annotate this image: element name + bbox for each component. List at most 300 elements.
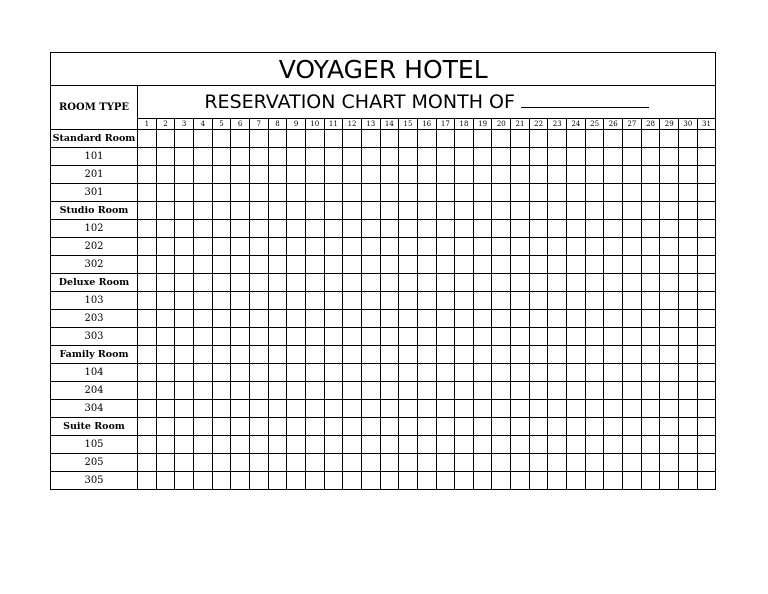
reservation-cell[interactable]	[212, 382, 231, 400]
reservation-cell[interactable]	[212, 202, 231, 220]
reservation-cell[interactable]	[324, 184, 343, 202]
reservation-cell[interactable]	[492, 130, 511, 148]
reservation-cell[interactable]	[324, 328, 343, 346]
reservation-cell[interactable]	[529, 346, 548, 364]
reservation-cell[interactable]	[305, 400, 324, 418]
reservation-cell[interactable]	[679, 310, 698, 328]
reservation-cell[interactable]	[156, 274, 175, 292]
reservation-cell[interactable]	[455, 166, 474, 184]
reservation-cell[interactable]	[324, 274, 343, 292]
reservation-cell[interactable]	[156, 418, 175, 436]
reservation-cell[interactable]	[492, 436, 511, 454]
reservation-cell[interactable]	[249, 472, 268, 490]
reservation-cell[interactable]	[548, 184, 567, 202]
reservation-cell[interactable]	[193, 472, 212, 490]
reservation-cell[interactable]	[305, 382, 324, 400]
reservation-cell[interactable]	[548, 238, 567, 256]
reservation-cell[interactable]	[287, 328, 306, 346]
reservation-cell[interactable]	[156, 436, 175, 454]
reservation-cell[interactable]	[604, 184, 623, 202]
reservation-cell[interactable]	[436, 274, 455, 292]
reservation-cell[interactable]	[156, 364, 175, 382]
reservation-cell[interactable]	[585, 472, 604, 490]
reservation-cell[interactable]	[492, 454, 511, 472]
reservation-cell[interactable]	[138, 130, 157, 148]
reservation-cell[interactable]	[697, 274, 716, 292]
reservation-cell[interactable]	[567, 148, 586, 166]
reservation-cell[interactable]	[268, 400, 287, 418]
reservation-cell[interactable]	[511, 130, 530, 148]
reservation-cell[interactable]	[417, 346, 436, 364]
reservation-cell[interactable]	[492, 202, 511, 220]
reservation-cell[interactable]	[641, 454, 660, 472]
reservation-cell[interactable]	[399, 256, 418, 274]
reservation-cell[interactable]	[623, 454, 642, 472]
reservation-cell[interactable]	[212, 454, 231, 472]
reservation-cell[interactable]	[679, 382, 698, 400]
reservation-cell[interactable]	[399, 472, 418, 490]
reservation-cell[interactable]	[548, 472, 567, 490]
reservation-cell[interactable]	[305, 454, 324, 472]
reservation-cell[interactable]	[268, 328, 287, 346]
reservation-cell[interactable]	[268, 364, 287, 382]
reservation-cell[interactable]	[641, 274, 660, 292]
reservation-cell[interactable]	[679, 328, 698, 346]
reservation-cell[interactable]	[399, 292, 418, 310]
reservation-cell[interactable]	[193, 220, 212, 238]
reservation-cell[interactable]	[455, 256, 474, 274]
reservation-cell[interactable]	[455, 220, 474, 238]
reservation-cell[interactable]	[231, 382, 250, 400]
reservation-cell[interactable]	[567, 220, 586, 238]
reservation-cell[interactable]	[585, 364, 604, 382]
reservation-cell[interactable]	[548, 382, 567, 400]
reservation-cell[interactable]	[287, 454, 306, 472]
reservation-cell[interactable]	[455, 292, 474, 310]
reservation-cell[interactable]	[585, 382, 604, 400]
reservation-cell[interactable]	[268, 274, 287, 292]
reservation-cell[interactable]	[623, 148, 642, 166]
reservation-cell[interactable]	[604, 220, 623, 238]
reservation-cell[interactable]	[193, 328, 212, 346]
reservation-cell[interactable]	[399, 454, 418, 472]
reservation-cell[interactable]	[604, 256, 623, 274]
reservation-cell[interactable]	[473, 292, 492, 310]
reservation-cell[interactable]	[492, 472, 511, 490]
reservation-cell[interactable]	[380, 418, 399, 436]
reservation-cell[interactable]	[212, 256, 231, 274]
reservation-cell[interactable]	[361, 436, 380, 454]
reservation-cell[interactable]	[361, 256, 380, 274]
reservation-cell[interactable]	[492, 148, 511, 166]
reservation-cell[interactable]	[268, 418, 287, 436]
reservation-cell[interactable]	[604, 166, 623, 184]
reservation-cell[interactable]	[417, 202, 436, 220]
reservation-cell[interactable]	[641, 472, 660, 490]
reservation-cell[interactable]	[473, 310, 492, 328]
reservation-cell[interactable]	[455, 310, 474, 328]
reservation-cell[interactable]	[380, 130, 399, 148]
reservation-cell[interactable]	[679, 220, 698, 238]
reservation-cell[interactable]	[287, 346, 306, 364]
reservation-cell[interactable]	[231, 436, 250, 454]
reservation-cell[interactable]	[343, 148, 362, 166]
reservation-cell[interactable]	[361, 148, 380, 166]
reservation-cell[interactable]	[361, 310, 380, 328]
reservation-cell[interactable]	[287, 256, 306, 274]
reservation-cell[interactable]	[231, 238, 250, 256]
reservation-cell[interactable]	[175, 454, 194, 472]
reservation-cell[interactable]	[361, 364, 380, 382]
reservation-cell[interactable]	[231, 184, 250, 202]
reservation-cell[interactable]	[679, 130, 698, 148]
reservation-cell[interactable]	[585, 148, 604, 166]
reservation-cell[interactable]	[604, 418, 623, 436]
reservation-cell[interactable]	[623, 310, 642, 328]
reservation-cell[interactable]	[138, 292, 157, 310]
reservation-cell[interactable]	[660, 256, 679, 274]
reservation-cell[interactable]	[193, 238, 212, 256]
reservation-cell[interactable]	[585, 202, 604, 220]
reservation-cell[interactable]	[231, 328, 250, 346]
reservation-cell[interactable]	[511, 292, 530, 310]
reservation-cell[interactable]	[529, 166, 548, 184]
reservation-cell[interactable]	[231, 472, 250, 490]
reservation-cell[interactable]	[641, 256, 660, 274]
reservation-cell[interactable]	[492, 256, 511, 274]
reservation-cell[interactable]	[660, 292, 679, 310]
reservation-cell[interactable]	[548, 364, 567, 382]
reservation-cell[interactable]	[529, 184, 548, 202]
reservation-cell[interactable]	[380, 256, 399, 274]
reservation-cell[interactable]	[455, 472, 474, 490]
reservation-cell[interactable]	[660, 418, 679, 436]
reservation-cell[interactable]	[175, 274, 194, 292]
reservation-cell[interactable]	[697, 220, 716, 238]
reservation-cell[interactable]	[548, 310, 567, 328]
reservation-cell[interactable]	[641, 292, 660, 310]
reservation-cell[interactable]	[380, 202, 399, 220]
reservation-cell[interactable]	[287, 472, 306, 490]
reservation-cell[interactable]	[492, 292, 511, 310]
reservation-cell[interactable]	[697, 310, 716, 328]
reservation-cell[interactable]	[175, 256, 194, 274]
reservation-cell[interactable]	[641, 364, 660, 382]
reservation-cell[interactable]	[305, 148, 324, 166]
reservation-cell[interactable]	[492, 328, 511, 346]
reservation-cell[interactable]	[193, 166, 212, 184]
reservation-cell[interactable]	[305, 256, 324, 274]
reservation-cell[interactable]	[511, 202, 530, 220]
reservation-cell[interactable]	[641, 418, 660, 436]
reservation-cell[interactable]	[399, 400, 418, 418]
reservation-cell[interactable]	[567, 256, 586, 274]
reservation-cell[interactable]	[697, 184, 716, 202]
reservation-cell[interactable]	[212, 166, 231, 184]
reservation-cell[interactable]	[249, 382, 268, 400]
reservation-cell[interactable]	[361, 472, 380, 490]
reservation-cell[interactable]	[138, 454, 157, 472]
reservation-cell[interactable]	[212, 418, 231, 436]
reservation-cell[interactable]	[212, 292, 231, 310]
month-blank-line[interactable]	[521, 91, 649, 108]
reservation-cell[interactable]	[361, 292, 380, 310]
reservation-cell[interactable]	[641, 310, 660, 328]
reservation-cell[interactable]	[623, 436, 642, 454]
reservation-cell[interactable]	[249, 346, 268, 364]
reservation-cell[interactable]	[305, 238, 324, 256]
reservation-cell[interactable]	[567, 328, 586, 346]
reservation-cell[interactable]	[492, 310, 511, 328]
reservation-cell[interactable]	[324, 166, 343, 184]
reservation-cell[interactable]	[473, 166, 492, 184]
reservation-cell[interactable]	[473, 472, 492, 490]
reservation-cell[interactable]	[138, 346, 157, 364]
reservation-cell[interactable]	[156, 292, 175, 310]
reservation-cell[interactable]	[492, 184, 511, 202]
reservation-cell[interactable]	[212, 436, 231, 454]
reservation-cell[interactable]	[436, 238, 455, 256]
reservation-cell[interactable]	[548, 148, 567, 166]
reservation-cell[interactable]	[305, 274, 324, 292]
reservation-cell[interactable]	[287, 292, 306, 310]
reservation-cell[interactable]	[660, 364, 679, 382]
reservation-cell[interactable]	[529, 274, 548, 292]
reservation-cell[interactable]	[604, 238, 623, 256]
reservation-cell[interactable]	[548, 328, 567, 346]
reservation-cell[interactable]	[567, 346, 586, 364]
reservation-cell[interactable]	[679, 454, 698, 472]
reservation-cell[interactable]	[380, 274, 399, 292]
reservation-cell[interactable]	[305, 220, 324, 238]
reservation-cell[interactable]	[473, 202, 492, 220]
reservation-cell[interactable]	[511, 436, 530, 454]
reservation-cell[interactable]	[249, 418, 268, 436]
reservation-cell[interactable]	[436, 310, 455, 328]
reservation-cell[interactable]	[436, 364, 455, 382]
reservation-cell[interactable]	[417, 382, 436, 400]
reservation-cell[interactable]	[473, 436, 492, 454]
reservation-cell[interactable]	[436, 328, 455, 346]
reservation-cell[interactable]	[473, 382, 492, 400]
reservation-cell[interactable]	[585, 238, 604, 256]
reservation-cell[interactable]	[679, 436, 698, 454]
reservation-cell[interactable]	[679, 238, 698, 256]
reservation-cell[interactable]	[529, 130, 548, 148]
reservation-cell[interactable]	[324, 202, 343, 220]
reservation-cell[interactable]	[623, 364, 642, 382]
reservation-cell[interactable]	[324, 256, 343, 274]
reservation-cell[interactable]	[138, 274, 157, 292]
reservation-cell[interactable]	[417, 166, 436, 184]
reservation-cell[interactable]	[641, 184, 660, 202]
reservation-cell[interactable]	[697, 400, 716, 418]
reservation-cell[interactable]	[697, 364, 716, 382]
reservation-cell[interactable]	[212, 328, 231, 346]
reservation-cell[interactable]	[343, 166, 362, 184]
reservation-cell[interactable]	[249, 184, 268, 202]
reservation-cell[interactable]	[511, 454, 530, 472]
reservation-cell[interactable]	[567, 418, 586, 436]
reservation-cell[interactable]	[697, 292, 716, 310]
reservation-cell[interactable]	[361, 274, 380, 292]
reservation-cell[interactable]	[567, 454, 586, 472]
reservation-cell[interactable]	[268, 148, 287, 166]
reservation-cell[interactable]	[249, 130, 268, 148]
reservation-cell[interactable]	[417, 472, 436, 490]
reservation-cell[interactable]	[343, 274, 362, 292]
reservation-cell[interactable]	[436, 436, 455, 454]
reservation-cell[interactable]	[585, 274, 604, 292]
reservation-cell[interactable]	[287, 238, 306, 256]
reservation-cell[interactable]	[287, 220, 306, 238]
reservation-cell[interactable]	[417, 400, 436, 418]
reservation-cell[interactable]	[623, 184, 642, 202]
reservation-cell[interactable]	[231, 400, 250, 418]
reservation-cell[interactable]	[492, 346, 511, 364]
reservation-cell[interactable]	[287, 130, 306, 148]
reservation-cell[interactable]	[585, 130, 604, 148]
reservation-cell[interactable]	[567, 292, 586, 310]
reservation-cell[interactable]	[361, 454, 380, 472]
reservation-cell[interactable]	[138, 238, 157, 256]
reservation-cell[interactable]	[249, 220, 268, 238]
reservation-cell[interactable]	[660, 274, 679, 292]
reservation-cell[interactable]	[268, 130, 287, 148]
reservation-cell[interactable]	[529, 256, 548, 274]
reservation-cell[interactable]	[660, 220, 679, 238]
reservation-cell[interactable]	[641, 166, 660, 184]
reservation-cell[interactable]	[585, 292, 604, 310]
reservation-cell[interactable]	[156, 256, 175, 274]
reservation-cell[interactable]	[324, 472, 343, 490]
reservation-cell[interactable]	[529, 220, 548, 238]
reservation-cell[interactable]	[380, 148, 399, 166]
reservation-cell[interactable]	[623, 292, 642, 310]
reservation-cell[interactable]	[175, 472, 194, 490]
reservation-cell[interactable]	[138, 256, 157, 274]
reservation-cell[interactable]	[361, 220, 380, 238]
reservation-cell[interactable]	[156, 310, 175, 328]
reservation-cell[interactable]	[138, 418, 157, 436]
reservation-cell[interactable]	[399, 436, 418, 454]
reservation-cell[interactable]	[529, 400, 548, 418]
reservation-cell[interactable]	[492, 166, 511, 184]
reservation-cell[interactable]	[567, 202, 586, 220]
reservation-cell[interactable]	[193, 418, 212, 436]
reservation-cell[interactable]	[324, 418, 343, 436]
reservation-cell[interactable]	[324, 148, 343, 166]
reservation-cell[interactable]	[585, 400, 604, 418]
reservation-cell[interactable]	[268, 238, 287, 256]
reservation-cell[interactable]	[529, 292, 548, 310]
reservation-cell[interactable]	[287, 202, 306, 220]
reservation-cell[interactable]	[212, 310, 231, 328]
reservation-cell[interactable]	[380, 220, 399, 238]
reservation-cell[interactable]	[305, 418, 324, 436]
reservation-cell[interactable]	[231, 364, 250, 382]
reservation-cell[interactable]	[623, 400, 642, 418]
reservation-cell[interactable]	[399, 310, 418, 328]
reservation-cell[interactable]	[175, 166, 194, 184]
reservation-cell[interactable]	[473, 238, 492, 256]
reservation-cell[interactable]	[343, 202, 362, 220]
reservation-cell[interactable]	[641, 130, 660, 148]
reservation-cell[interactable]	[212, 472, 231, 490]
reservation-cell[interactable]	[193, 148, 212, 166]
reservation-cell[interactable]	[249, 166, 268, 184]
reservation-cell[interactable]	[361, 382, 380, 400]
reservation-cell[interactable]	[399, 166, 418, 184]
reservation-cell[interactable]	[604, 382, 623, 400]
reservation-cell[interactable]	[473, 328, 492, 346]
reservation-cell[interactable]	[567, 274, 586, 292]
reservation-cell[interactable]	[212, 130, 231, 148]
reservation-cell[interactable]	[231, 148, 250, 166]
reservation-cell[interactable]	[548, 274, 567, 292]
reservation-cell[interactable]	[455, 436, 474, 454]
reservation-cell[interactable]	[679, 166, 698, 184]
reservation-cell[interactable]	[305, 364, 324, 382]
reservation-cell[interactable]	[343, 364, 362, 382]
reservation-cell[interactable]	[380, 292, 399, 310]
reservation-cell[interactable]	[529, 202, 548, 220]
reservation-cell[interactable]	[623, 418, 642, 436]
reservation-cell[interactable]	[492, 382, 511, 400]
reservation-cell[interactable]	[212, 220, 231, 238]
reservation-cell[interactable]	[343, 130, 362, 148]
reservation-cell[interactable]	[511, 328, 530, 346]
reservation-cell[interactable]	[623, 166, 642, 184]
reservation-cell[interactable]	[268, 310, 287, 328]
reservation-cell[interactable]	[343, 220, 362, 238]
reservation-cell[interactable]	[548, 256, 567, 274]
reservation-cell[interactable]	[679, 472, 698, 490]
reservation-cell[interactable]	[324, 310, 343, 328]
reservation-cell[interactable]	[660, 346, 679, 364]
reservation-cell[interactable]	[156, 454, 175, 472]
reservation-cell[interactable]	[641, 400, 660, 418]
reservation-cell[interactable]	[660, 202, 679, 220]
reservation-cell[interactable]	[473, 346, 492, 364]
reservation-cell[interactable]	[268, 184, 287, 202]
reservation-cell[interactable]	[212, 148, 231, 166]
reservation-cell[interactable]	[287, 184, 306, 202]
reservation-cell[interactable]	[380, 328, 399, 346]
reservation-cell[interactable]	[604, 148, 623, 166]
reservation-cell[interactable]	[343, 346, 362, 364]
reservation-cell[interactable]	[212, 400, 231, 418]
reservation-cell[interactable]	[660, 166, 679, 184]
reservation-cell[interactable]	[455, 328, 474, 346]
reservation-cell[interactable]	[343, 418, 362, 436]
reservation-cell[interactable]	[492, 400, 511, 418]
reservation-cell[interactable]	[511, 364, 530, 382]
reservation-cell[interactable]	[511, 274, 530, 292]
reservation-cell[interactable]	[455, 148, 474, 166]
reservation-cell[interactable]	[380, 436, 399, 454]
reservation-cell[interactable]	[697, 130, 716, 148]
reservation-cell[interactable]	[492, 220, 511, 238]
reservation-cell[interactable]	[175, 130, 194, 148]
reservation-cell[interactable]	[417, 274, 436, 292]
reservation-cell[interactable]	[511, 256, 530, 274]
reservation-cell[interactable]	[697, 328, 716, 346]
reservation-cell[interactable]	[343, 310, 362, 328]
reservation-cell[interactable]	[417, 220, 436, 238]
reservation-cell[interactable]	[249, 238, 268, 256]
reservation-cell[interactable]	[455, 238, 474, 256]
